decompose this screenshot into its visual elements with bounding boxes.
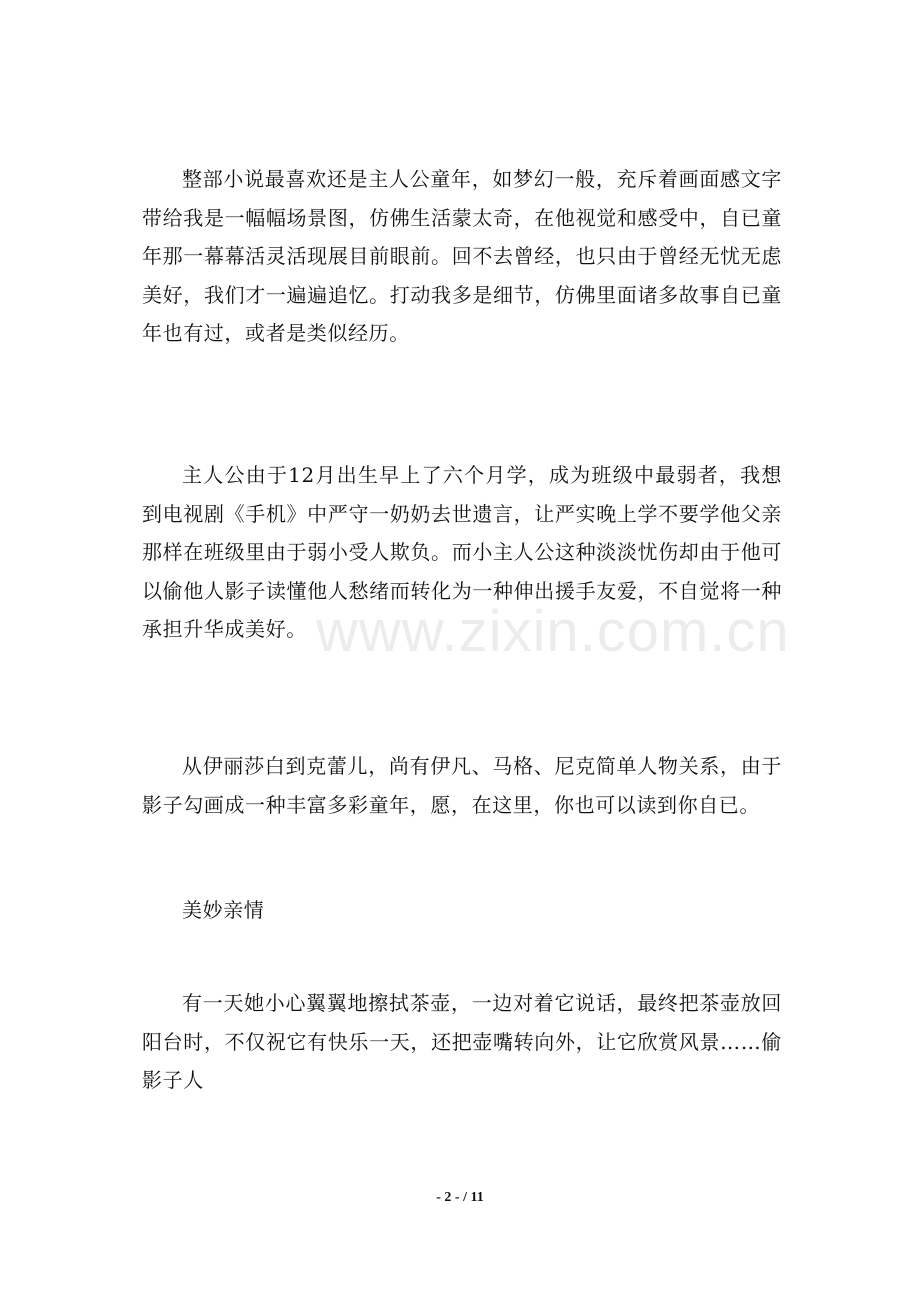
section-heading: 美妙亲情 <box>182 898 265 922</box>
paragraph-teapot: 有一天她小心翼翼地擦拭茶壶，一边对着它说话，最终把茶壶放回阳台时，不仅祝它有快乐一天，还把壶嘴转向外，让它欣赏风景……偷影子人 <box>142 991 782 1092</box>
paragraph-childhood: 整部小说最喜欢还是主人公童年，如梦幻一般，充斥着画面感文字带给我是一幅幅场景图，仿佛生活蒙太奇，在他视觉和感受中，自已童年那一幕幕活灵活现展目前眼前。回不去曾经，也只由于曾经无忧无虑美好，我们才一遍遍追忆。打动我多是细节，仿佛里面诸多故事自已童年也有过，或者是类似经历。 <box>142 167 782 345</box>
paragraph-characters: 从伊丽莎白到克蕾儿，尚有伊凡、马格、尼克简单人物关系，由于影子勾画成一种丰富多彩童年，愿，在这里，你也可以读到你自已。 <box>142 754 782 817</box>
page-number: - 2 - / 11 <box>436 1190 484 1205</box>
watermark: www.zixin.com.cn <box>316 599 790 664</box>
paragraph-protagonist: 主人公由于12月出生早上了六个月学，成为班级中最弱者，我想到电视剧《手机》中严守一奶奶去世遗言，让严实晚上学不要学他父亲那样在班级里由于弱小受人欺负。而小主人公这种淡淡忧伤却由于他可以偷他人影子读懂他人愁绪而转化为一种伸出援手友爱，不自觉将一种承担升华成美好。 <box>142 463 782 641</box>
